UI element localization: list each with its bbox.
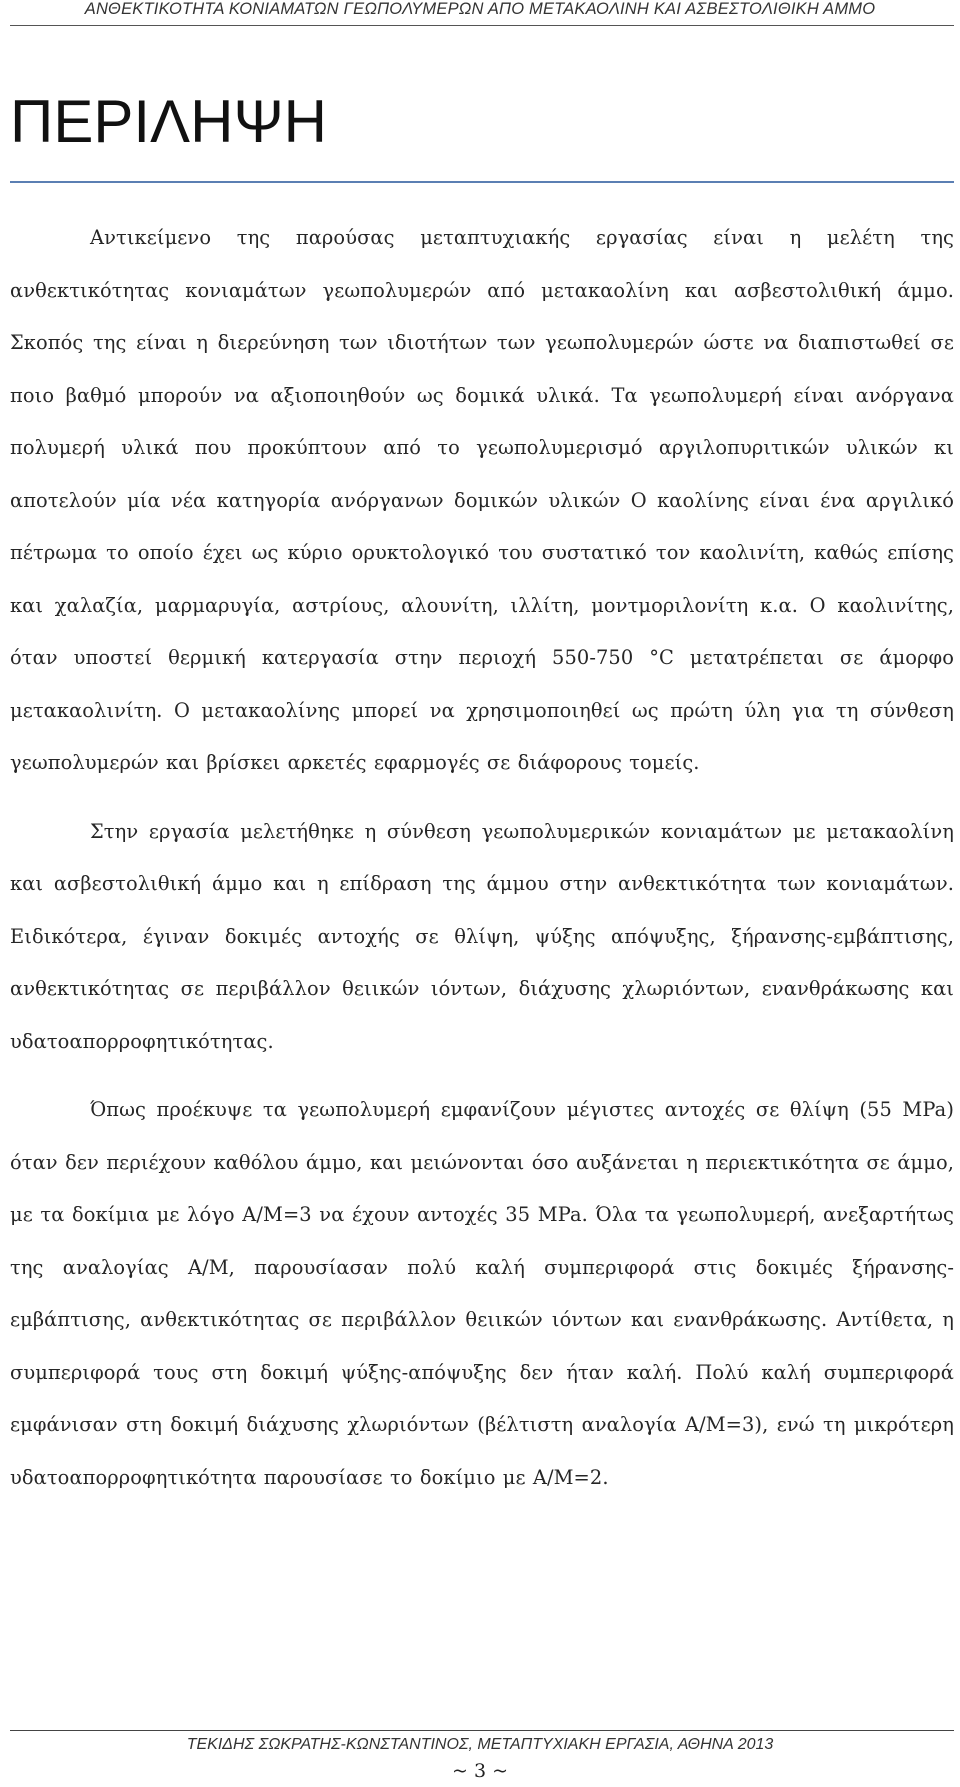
page-number: ~ 3 ~ [451,1760,508,1782]
section-title: ΠΕΡΙΛΗΨΗ [10,88,327,155]
abstract-paragraph-1: Αντικείμενο της παρούσας μεταπτυχιακής εργασίας είναι η μελέτη της ανθεκτικότητας κονιαμάτων γεωπολυμερών από μετακαολίνη και ασβεστολιθική άμμο. Σκοπός της είναι η διερεύνηση των ιδιοτήτων των γεωπολυμερών ώστε να διαπιστωθεί σε ποιο βαθμό μπορούν να αξιοποιηθούν ως δομικά υλικά. Τα γεωπολυμερή είναι ανόργανα πολυμερή υλικά που προκύπτουν από το γεωπολυμερισμό αργιλοπυριτικών υλικών κι αποτελούν μία νέα κατηγορία ανόργανων δομικών υλικών Ο καολίνης είναι ένα αργιλικό πέτρωμα το οποίο έχει ως κύριο ορυκτολογικό του συστατικό τον καολινίτη, καθώς επίσης και χαλαζία, μαρμαρυγία, αστρίους, αλουνίτη, ιλλίτη, μοντμοριλονίτη κ.α. Ο καολινίτης, όταν υποστεί θερμική κατεργασία στην περιοχή 550-750 °C μετατρέπεται σε άμορφο μετακαολινίτη. Ο μετακαολίνης μπορεί να χρησιμοποιηθεί ως πρώτη ύλη για τη σύνθεση γεωπολυμερών και βρίσκει αρκετές εφαρμογές σε διάφορους τομείς. [10,226,954,774]
footer-divider [10,1730,954,1731]
abstract-paragraph-2: Στην εργασία μελετήθηκε η σύνθεση γεωπολυμερικών κονιαμάτων με μετακαολίνη και ασβεστολιθική άμμο και η επίδραση της άμμου στην ανθεκτικότητα των κονιαμάτων. Ειδικότερα, έγιναν δοκιμές αντοχής σε θλίψη, ψύξης απόψυξης, ξήρανσης-εμβάπτισης, ανθεκτικότητας σε περιβάλλον θειικών ιόντων, διάχυσης χλωριόντων, ενανθράκωσης και υδατοαπορροφητικότητας. [10,819,954,1053]
title-underline [10,181,954,183]
running-header: ΑΝΘΕΚΤΙΚΟΤΗΤΑ ΚΟΝΙΑΜΑΤΩΝ ΓΕΩΠΟΛΥΜΕΡΩΝ ΑΠΟ ΜΕΤΑΚΑΟΛΙΝΗ ΚΑΙ ΑΣΒΕΣΤΟΛΙΘΙΚΗ ΑΜΜΟ [84,0,876,18]
footer-author-line: ΤΕΚΙΔΗΣ ΣΩΚΡΑΤΗΣ-ΚΩΝΣΤΑΝΤΙΝΟΣ, ΜΕΤΑΠΤΥΧΙΑΚΗ ΕΡΓΑΣΙΑ, ΑΘΗΝΑ 2013 [186,1736,774,1753]
abstract-paragraph-3: Όπως προέκυψε τα γεωπολυμερή εμφανίζουν μέγιστες αντοχές σε θλίψη (55 MPa) όταν δεν περιέχουν καθόλου άμμο, και μειώνονται όσο αυξάνεται η περιεκτικότητα σε άμμο, με τα δοκίμια με λόγο Α/Μ=3 να έχουν αντοχές 35 MPa. Όλα τα γεωπολυμερή, ανεξαρτήτως της αναλογίας Α/Μ, παρουσίασαν πολύ καλή συμπεριφορά στις δοκιμές ξήρανσης-εμβάπτισης, ανθεκτικότητας σε περιβάλλον θειικών ιόντων και ενανθράκωσης. Αντίθετα, η συμπεριφορά τους στη δοκιμή ψύξης-απόψυξης δεν ήταν καλή. Πολύ καλή συμπεριφορά εμφάνισαν στη δοκιμή διάχυσης χλωριόντων (βέλτιστη αναλογία Α/Μ=3), ενώ τη μικρότερη υδατοαπορροφητικότητα παρουσίασε το δοκίμιο με Α/Μ=2. [10,1098,954,1489]
header-divider [10,25,954,26]
abstract-body [10,212,954,1504]
